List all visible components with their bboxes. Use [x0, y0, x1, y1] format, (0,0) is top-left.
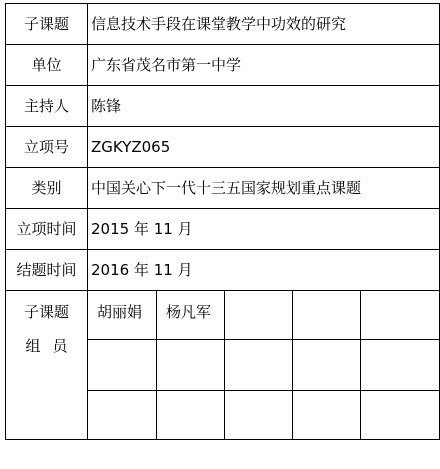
member-cell-empty	[225, 340, 293, 391]
member-cell-empty	[293, 391, 361, 440]
member-cell-empty	[88, 340, 157, 391]
member-cell	[88, 291, 157, 340]
member-cell-empty	[157, 340, 225, 391]
member-name-1: 胡丽娟	[97, 303, 143, 321]
row-members-1	[6, 291, 440, 340]
completion-time-label: 结题时间	[6, 250, 88, 291]
row-host	[6, 86, 440, 127]
project-number-label: 立项号	[6, 127, 88, 168]
member-cell	[293, 291, 361, 340]
approval-time-label: 立项时间	[6, 209, 88, 250]
host-value: 陈锋	[88, 86, 440, 127]
members-label-line1: 子课题	[23, 303, 69, 321]
completion-time-value: 2016 年 11 月	[88, 250, 440, 291]
member-cell-empty	[225, 391, 293, 440]
row-project-number	[6, 127, 440, 168]
row-subtopic	[6, 4, 440, 45]
category-value: 中国关心下一代十三五国家规划重点课题	[88, 168, 440, 209]
unit-value: 广东省茂名市第一中学	[88, 45, 440, 86]
members-label-line2: 组员	[25, 337, 80, 355]
unit-label: 单位	[6, 45, 88, 86]
member-cell-empty	[361, 391, 440, 440]
member-cell-empty	[88, 391, 157, 440]
category-label: 类别	[6, 168, 88, 209]
member-cell-empty	[293, 340, 361, 391]
host-label: 主持人	[6, 86, 88, 127]
row-approval-time	[6, 209, 440, 250]
member-cell-empty	[157, 391, 225, 440]
project-info-table	[5, 3, 440, 440]
member-name-2: 杨凡军	[166, 303, 212, 321]
member-cell	[361, 291, 440, 340]
member-cell	[157, 291, 225, 340]
subtopic-value: 信息技术手段在课堂教学中功效的研究	[88, 4, 440, 45]
subtopic-label: 子课题	[6, 4, 88, 45]
row-unit	[6, 45, 440, 86]
row-category	[6, 168, 440, 209]
approval-time-value: 2015 年 11 月	[88, 209, 440, 250]
member-cell	[225, 291, 293, 340]
members-label	[6, 291, 88, 440]
project-number-value: ZGKYZ065	[88, 127, 440, 168]
row-completion-time	[6, 250, 440, 291]
member-cell-empty	[361, 340, 440, 391]
